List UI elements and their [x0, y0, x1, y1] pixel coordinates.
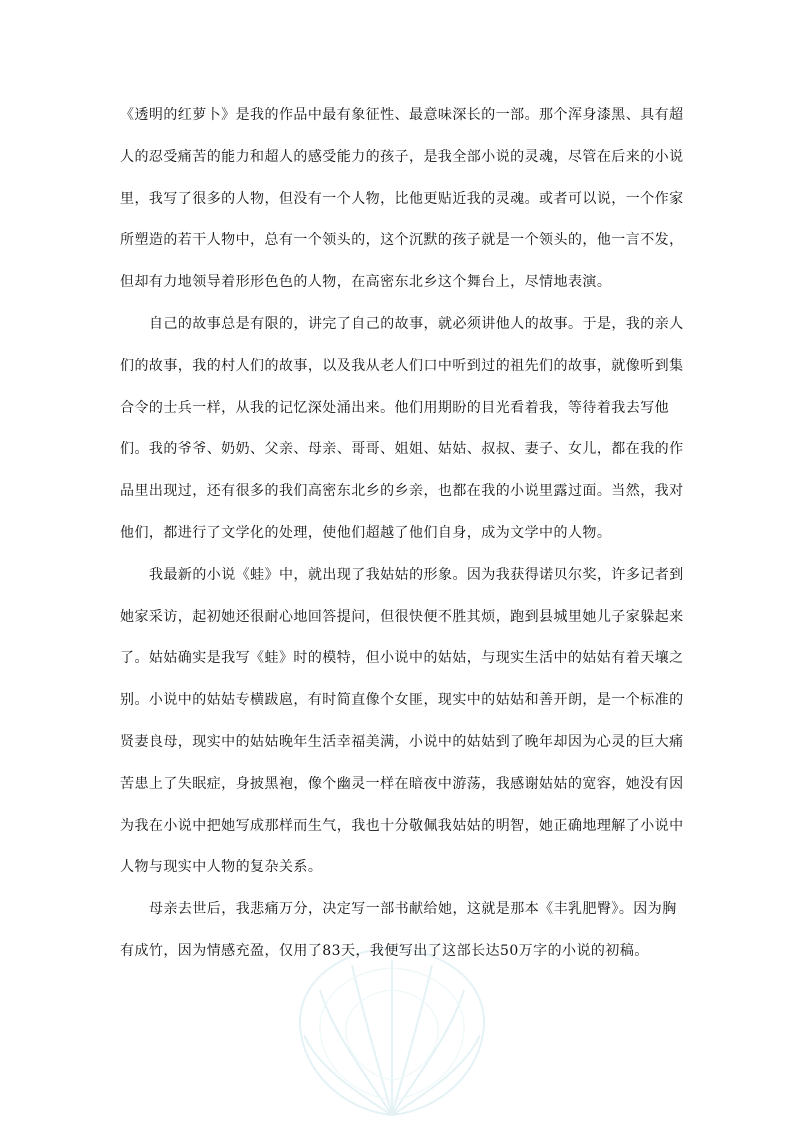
text-line: 母亲去世后，我悲痛万分，决定写一部书献给她，这就是那本《丰乳肥臀》。因为胸: [149, 901, 677, 918]
text-line: 我最新的小说《蛙》中，就出现了我姑姑的形象。因为我获得诺贝尔奖，许多记者到: [149, 566, 684, 583]
paragraph-1: [120, 102, 684, 311]
paragraph-3: [120, 562, 684, 896]
text-line: 贤妻良母，现实中的姑姑晚年生活幸福美满，小说中的姑姑到了晚年却因为心灵的巨大痛: [120, 733, 684, 750]
text-line: 里，我写了很多的人物，但没有一个人物，比他更贴近我的灵魂。或者可以说，一个作家: [120, 190, 684, 207]
text-line: 为我在小说中把她写成那样而生气，我也十分敬佩我姑姑的明智，她正确地理解了小说中: [120, 817, 684, 834]
article-body: [120, 102, 684, 980]
paragraph-4: [120, 896, 677, 980]
text-line: 她家采访，起初她还很耐心地回答提问，但很快便不胜其烦，跑到县城里她儿子家躲起来: [120, 608, 684, 625]
text-line: 《透明的红萝卜》是我的作品中最有象征性、最意味深长的一部。那个浑身漆黑、具有超: [120, 107, 684, 123]
text-line: 了。姑姑确实是我写《蛙》时的模特，但小说中的姑姑，与现实生活中的姑姑有着天壤之: [120, 650, 684, 667]
text-line: 但却有力地领导着形形色色的人物，在高密东北乡这个舞台上，尽情地表演。: [120, 274, 612, 291]
text-line: 合令的士兵一样，从我的记忆深处涌出来。他们用期盼的目光看着我，等待着我去写他: [120, 399, 670, 416]
text-line: 自己的故事总是有限的，讲完了自己的故事，就必须讲他人的故事。于是，我的亲人: [149, 315, 684, 332]
text-line: 们的故事，我的村人们的故事，以及我从老人们口中听到过的祖先们的故事，就像听到集: [120, 357, 684, 374]
text-line: 他们，都进行了文学化的处理，使他们超越了他们自身，成为文学中的人物。: [120, 524, 612, 541]
text-line: 苦患上了失眠症，身披黑袍，像个幽灵一样在暗夜中游荡，我感谢姑姑的宽容，她没有因: [120, 775, 684, 792]
paragraph-2: [120, 311, 684, 562]
text-line: 别。小说中的姑姑专横跋扈，有时简直像个女匪，现实中的姑姑和善开朗，是一个标准的: [120, 692, 684, 709]
text-line: 所塑造的若干人物中，总有一个领头的，这个沉默的孩子就是一个领头的，他一言不发，: [120, 232, 684, 249]
text-line: 们。我的爷爷、奶奶、父亲、母亲、哥哥、姐姐、姑姑、叔叔、妻子、女儿，都在我的作: [120, 441, 684, 458]
text-line: 人的忍受痛苦的能力和超人的感受能力的孩子，是我全部小说的灵魂，尽管在后来的小说: [120, 148, 684, 165]
text-line: 人物与现实中人物的复杂关系。: [120, 859, 323, 876]
text-line: 品里出现过，还有很多的我们高密东北乡的乡亲，也都在我的小说里露过面。当然，我对: [120, 483, 684, 500]
text-line: 有成竹，因为情感充盈，仅用了83天，我便写出了这部长达50万字的小说的初稿。: [120, 942, 649, 959]
